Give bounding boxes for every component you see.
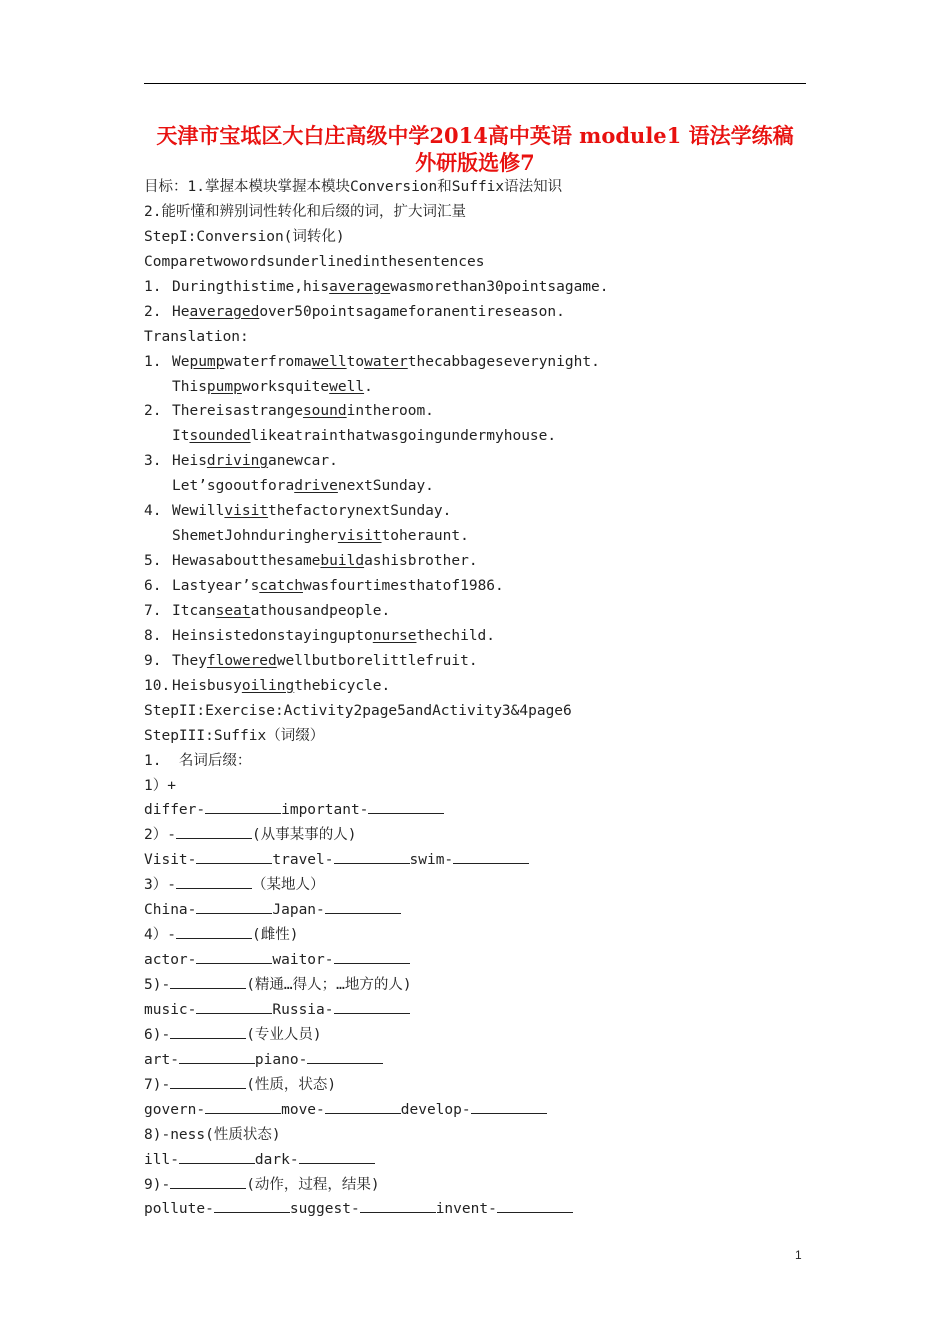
translation-item-9 [144,649,844,674]
suffix-group-4-label [144,923,844,948]
sentence-text: intheroom. [346,403,434,420]
translation-item-5 [144,549,844,574]
answer-blank[interactable] [205,1099,281,1114]
stem-word: music- [144,1001,197,1018]
stem-word: piano- [254,1051,308,1068]
translation-item-4b [144,524,844,549]
item-number: 2. [144,403,162,420]
answer-blank[interactable] [196,999,272,1014]
underlined-word: catch [259,578,303,594]
stem-word: important- [281,802,369,819]
underlined-word: sounded [189,428,251,445]
suffix-group-1-label: 1）+ [144,777,176,794]
stem-word: pollute- [144,1201,214,1218]
sentence-text: We [172,353,190,370]
answer-blank[interactable] [497,1198,573,1213]
compare-sentence-2 [144,300,844,325]
sentence-text: Hewasaboutthesame [172,553,321,570]
stem-word: differ- [144,802,206,819]
sentence-text: He [172,303,190,320]
underlined-word: water [364,353,408,370]
document-title [144,122,806,176]
item-number: 8. [144,627,162,644]
translation-item-6 [144,574,844,599]
stem-word: actor- [144,952,197,969]
sentence-text: ShemetJohnduringher [172,528,338,545]
sentence-text: to [346,353,365,370]
translation-item-1b [144,375,844,400]
group-meaning: (精通…得人；…地方的人) [246,977,412,993]
group-number: 6)- [144,1026,171,1043]
group-meaning: (专业人员) [246,1026,322,1043]
item-number: 9. [144,652,162,669]
group-meaning: (雌性) [251,927,299,944]
answer-blank[interactable] [368,799,444,814]
stem-word: move- [281,1101,325,1118]
group-number: 2）- [144,827,176,844]
answer-blank[interactable] [196,949,272,964]
sentence-text: ashisbrother. [364,553,478,570]
sentence-text: athousandpeople. [250,602,391,619]
group-meaning: (性质，状态) [246,1076,337,1093]
stem-word: invent- [435,1201,497,1218]
sentence-text: Duringthistime,his [172,278,330,295]
underlined-word: seat [215,602,251,619]
sentence-text: waterfroma [224,353,312,370]
suffix-group-5-label [144,973,844,998]
suffix-blank[interactable] [170,974,246,989]
stem-word: ill- [144,1151,179,1168]
document-body [144,175,844,1222]
stem-word: Japan- [272,902,325,919]
suffix-blank[interactable] [176,824,252,839]
sentence-text: worksquite [241,378,330,395]
stem-word: develop- [400,1101,471,1118]
sentence-text: anewcar. [268,453,338,470]
answer-blank[interactable] [325,899,401,914]
translation-item-10 [144,674,844,699]
stem-word: suggest- [289,1201,360,1218]
suffix-blank[interactable] [176,924,252,939]
sentence-text: They [172,652,207,669]
answer-blank[interactable] [179,1049,255,1064]
sentence-text: wellbutborelittlefruit. [276,652,478,669]
answer-blank[interactable] [453,849,529,864]
title-line-1: 天津市宝坻区大白庄高级中学2014高中英语 module1 语法学练稿 [156,123,794,148]
suffix-group-9-label [144,1173,844,1198]
step3-heading: StepIII:Suffix（词缀） [144,727,325,744]
underlined-word: averaged [189,303,260,320]
translation-item-2b [144,424,844,449]
answer-blank[interactable] [334,999,410,1014]
underlined-word: build [320,553,365,570]
answer-blank[interactable] [325,1099,401,1114]
suffix-group-8-label: 8)-ness(性质状态) [144,1126,281,1143]
stem-word: dark- [254,1151,299,1168]
sentence-text: Heinsistedonstayingupto [172,627,373,644]
sentence-text: nextSunday. [337,478,434,495]
item-number: 3. [144,453,162,470]
item-number: 6. [144,578,162,594]
sentence-text: Lastyear’s [172,578,260,594]
suffix-group-7-label [144,1073,844,1098]
sentence-text: thecabbageseverynight. [407,353,600,370]
underlined-word: visit [224,503,269,520]
answer-blank[interactable] [334,849,410,864]
stem-word: Russia- [272,1001,334,1018]
translation-item-1a [144,350,844,375]
underlined-word: driving [206,453,269,470]
underlined-word: flowered [206,652,277,669]
underlined-word: pump [206,378,242,395]
sentence-text: Heisbusy [172,677,242,694]
sentence-text: . [364,378,373,395]
underlined-word: well [329,378,365,395]
item-number: 10. [144,677,171,694]
stem-word: art- [144,1051,179,1068]
translation-item-4a [144,499,844,524]
answer-blank[interactable] [334,949,410,964]
stem-word: travel- [272,852,334,869]
suffix-group-2-label [144,823,844,848]
sentence-text: wasmorethan30pointsagame. [390,278,609,295]
answer-blank[interactable] [299,1149,375,1164]
suffix-group-3-label [144,873,844,898]
goal-line-1: 目标：1.掌握本模块掌握本模块Conversion和Suffix语法知识 [144,179,563,195]
sentence-text: Itcan [172,602,216,619]
underlined-word: average [329,278,391,295]
stem-word: waitor- [272,952,334,969]
suffix-group-4-words [144,948,844,973]
underlined-word: oiling [241,677,295,694]
sentence-text: thebicycle. [294,677,391,694]
translation-item-2a [144,399,844,424]
suffix-group-5-words [144,998,844,1023]
page-number: 1 [795,1248,802,1262]
stem-word: Visit- [144,852,197,869]
underlined-word: visit [337,528,382,545]
sentence-text: toheraunt. [381,528,469,545]
item-number: 5. [144,553,162,570]
sentence-text: Thereisastrange [172,403,303,420]
goal-line-2: 2.能听懂和辨别词性转化和后缀的词，扩大词汇量 [144,203,466,220]
answer-blank[interactable] [214,1198,290,1213]
answer-blank[interactable] [360,1198,436,1213]
answer-blank[interactable] [196,899,272,914]
group-number: 3）- [144,877,176,894]
answer-blank[interactable] [179,1149,255,1164]
suffix-blank[interactable] [170,1174,246,1189]
sentence-text: thechild. [416,627,496,644]
group-meaning: （某地人） [251,877,325,894]
translation-label: Translation: [144,328,249,345]
answer-blank[interactable] [205,799,281,814]
translation-item-3b [144,474,844,499]
step1-heading: StepI:Conversion(词转化) [144,228,345,245]
suffix-group-9-words [144,1197,844,1222]
stem-word: China- [144,902,197,919]
answer-blank[interactable] [307,1049,383,1064]
translation-item-3a [144,449,844,474]
title-line-2: 外研版选修7 [415,150,535,175]
sentence-text: wasfourtimesthatof1986. [302,578,504,594]
item-number: 1. [144,353,162,370]
sentence-text: It [172,428,190,445]
group-number: 9)- [144,1176,171,1193]
suffix-blank[interactable] [170,1074,246,1089]
header-rule [144,83,806,84]
suffix-group-7-words [144,1098,844,1123]
suffix-group-1-words [144,798,844,823]
translation-item-7 [144,599,844,624]
group-number: 7)- [144,1076,171,1093]
suffix-group-6-words [144,1048,844,1073]
underlined-word: pump [189,353,225,370]
group-meaning: (动作，过程，结果) [246,1176,380,1193]
suffix-group-2-words [144,848,844,873]
suffix-group-6-label [144,1023,844,1048]
item-number: 1. [144,278,162,295]
sentence-text: thefactorynextSunday. [268,503,452,520]
group-number: 5)- [144,977,171,993]
sentence-text: Heis [172,453,207,470]
group-number: 4）- [144,927,176,944]
underlined-word: sound [302,403,347,420]
suffix-blank[interactable] [170,1024,246,1039]
suffix-blank[interactable] [176,874,252,889]
noun-suffix-heading: 1. 名词后缀： [144,752,252,769]
sentence-text: likeatrainthatwasgoingundermyhouse. [250,428,557,445]
answer-blank[interactable] [196,849,272,864]
sentence-text: This [172,378,207,395]
sentence-text: Let’sgooutfora [172,478,295,495]
answer-blank[interactable] [471,1099,547,1114]
compare-sentence-1 [144,275,844,300]
sentence-text: over50pointsagameforanentireseason. [259,303,565,320]
stem-word: swim- [409,852,454,869]
translation-item-8 [144,624,844,649]
sentence-text: Wewill [172,503,225,520]
suffix-group-3-words [144,898,844,923]
item-number: 4. [144,503,162,520]
underlined-word: well [311,353,347,370]
compare-instruction: Comparetwowordsunderlinedinthesentences [144,253,485,270]
stem-word: govern- [144,1101,206,1118]
item-number: 2. [144,303,162,320]
underlined-word: drive [294,478,338,495]
group-meaning: (从事某事的人) [251,827,357,844]
underlined-word: nurse [372,627,417,644]
suffix-group-8-words [144,1148,844,1173]
item-number: 7. [144,602,162,619]
step2-heading: StepII:Exercise:Activity2page5andActivity3&4page6 [144,702,572,719]
